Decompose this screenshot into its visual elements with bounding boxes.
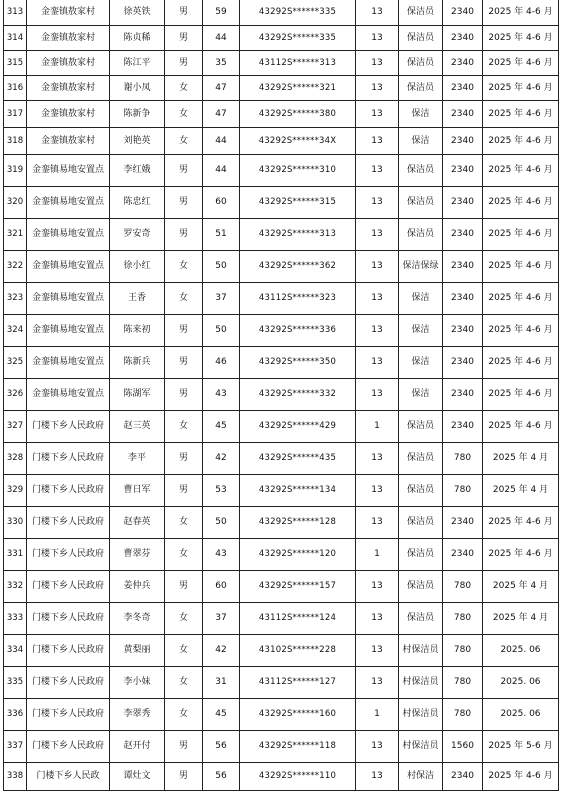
- job-cell: 保洁员: [399, 187, 443, 219]
- amount-cell: 2340: [443, 411, 483, 443]
- amount-cell: 2340: [443, 128, 483, 155]
- period-cell: 2025. 06: [483, 699, 559, 731]
- row-number-cell: 338: [4, 763, 27, 791]
- table-row: [4, 443, 559, 475]
- age-cell: 45: [203, 699, 240, 731]
- unit-cell: 门楼下乡人民政府: [27, 667, 110, 699]
- table-row: [4, 251, 559, 283]
- table-row: [4, 347, 559, 379]
- amount-cell: 2340: [443, 101, 483, 128]
- unit-cell: 金銮镇易地安置点: [27, 315, 110, 347]
- unit-cell: 金銮镇易地安置点: [27, 379, 110, 411]
- table-row: [4, 0, 559, 26]
- table-row: [4, 475, 559, 507]
- amount-cell: 780: [443, 667, 483, 699]
- amount-cell: 2340: [443, 155, 483, 187]
- row-number-cell: 317: [4, 101, 27, 128]
- row-number-cell: 314: [4, 26, 27, 51]
- row-number-cell: 316: [4, 76, 27, 101]
- unit-cell: 金銮镇敖家村: [27, 0, 110, 26]
- amount-cell: 2340: [443, 507, 483, 539]
- code-cell: 13: [356, 635, 399, 667]
- row-number-cell: 331: [4, 539, 27, 571]
- gender-cell: 女: [165, 411, 203, 443]
- job-cell: 村保洁员: [399, 667, 443, 699]
- id-number-cell: 43112S******124: [240, 603, 356, 635]
- name-cell: 曹日军: [110, 475, 165, 507]
- unit-cell: 门楼下乡人民政: [27, 763, 110, 791]
- name-cell: 陈湖军: [110, 379, 165, 411]
- table-row: [4, 379, 559, 411]
- table-row: [4, 507, 559, 539]
- age-cell: 44: [203, 128, 240, 155]
- amount-cell: 780: [443, 603, 483, 635]
- period-cell: 2025 年 4-6 月: [483, 155, 559, 187]
- period-cell: 2025 年 4-6 月: [483, 347, 559, 379]
- gender-cell: 男: [165, 379, 203, 411]
- job-cell: 保洁员: [399, 219, 443, 251]
- name-cell: 李翠秀: [110, 699, 165, 731]
- gender-cell: 男: [165, 219, 203, 251]
- table-row: [4, 571, 559, 603]
- period-cell: 2025 年 4-6 月: [483, 539, 559, 571]
- job-cell: 保洁员: [399, 0, 443, 26]
- unit-cell: 金銮镇易地安置点: [27, 251, 110, 283]
- amount-cell: 780: [443, 699, 483, 731]
- gender-cell: 女: [165, 283, 203, 315]
- row-number-cell: 332: [4, 571, 27, 603]
- row-number-cell: 313: [4, 0, 27, 26]
- id-number-cell: 43102S******228: [240, 635, 356, 667]
- job-cell: 保洁: [399, 315, 443, 347]
- code-cell: 13: [356, 347, 399, 379]
- id-number-cell: 43112S******323: [240, 283, 356, 315]
- unit-cell: 金銮镇易地安置点: [27, 155, 110, 187]
- amount-cell: 2340: [443, 26, 483, 51]
- unit-cell: 门楼下乡人民政府: [27, 539, 110, 571]
- row-number-cell: 328: [4, 443, 27, 475]
- gender-cell: 男: [165, 315, 203, 347]
- job-cell: 保洁: [399, 128, 443, 155]
- age-cell: 50: [203, 315, 240, 347]
- table-row: [4, 699, 559, 731]
- gender-cell: 女: [165, 699, 203, 731]
- id-number-cell: 43292S******350: [240, 347, 356, 379]
- code-cell: 13: [356, 251, 399, 283]
- id-number-cell: 43292S******362: [240, 251, 356, 283]
- gender-cell: 男: [165, 443, 203, 475]
- unit-cell: 金銮镇敖家村: [27, 101, 110, 128]
- code-cell: 13: [356, 283, 399, 315]
- id-number-cell: 43112S******127: [240, 667, 356, 699]
- job-cell: 保洁员: [399, 155, 443, 187]
- age-cell: 43: [203, 539, 240, 571]
- period-cell: 2025 年 4-6 月: [483, 763, 559, 791]
- code-cell: 13: [356, 603, 399, 635]
- amount-cell: 2340: [443, 251, 483, 283]
- table-row: [4, 315, 559, 347]
- name-cell: 李冬奇: [110, 603, 165, 635]
- table-row: [4, 155, 559, 187]
- code-cell: 13: [356, 51, 399, 76]
- gender-cell: 女: [165, 603, 203, 635]
- id-number-cell: 43292S******336: [240, 315, 356, 347]
- name-cell: 陈忠红: [110, 187, 165, 219]
- row-number-cell: 330: [4, 507, 27, 539]
- period-cell: 2025 年 4-6 月: [483, 283, 559, 315]
- row-number-cell: 324: [4, 315, 27, 347]
- age-cell: 50: [203, 251, 240, 283]
- code-cell: 13: [356, 443, 399, 475]
- row-number-cell: 319: [4, 155, 27, 187]
- job-cell: 保洁: [399, 379, 443, 411]
- job-cell: 保洁员: [399, 51, 443, 76]
- job-cell: 村保洁: [399, 763, 443, 791]
- age-cell: 42: [203, 443, 240, 475]
- age-cell: 50: [203, 507, 240, 539]
- job-cell: 保洁: [399, 101, 443, 128]
- amount-cell: 2340: [443, 219, 483, 251]
- amount-cell: 2340: [443, 315, 483, 347]
- job-cell: 保洁: [399, 283, 443, 315]
- unit-cell: 门楼下乡人民政府: [27, 507, 110, 539]
- id-number-cell: 43292S******160: [240, 699, 356, 731]
- code-cell: 13: [356, 101, 399, 128]
- name-cell: 李红娥: [110, 155, 165, 187]
- unit-cell: 门楼下乡人民政府: [27, 731, 110, 763]
- code-cell: 13: [356, 219, 399, 251]
- unit-cell: 金銮镇敖家村: [27, 26, 110, 51]
- gender-cell: 女: [165, 76, 203, 101]
- period-cell: 2025 年 4-6 月: [483, 507, 559, 539]
- row-number-cell: 320: [4, 187, 27, 219]
- job-cell: 保洁员: [399, 411, 443, 443]
- row-number-cell: 326: [4, 379, 27, 411]
- amount-cell: 2340: [443, 187, 483, 219]
- id-number-cell: 43292S******335: [240, 26, 356, 51]
- job-cell: 村保洁员: [399, 699, 443, 731]
- name-cell: 王香: [110, 283, 165, 315]
- period-cell: 2025 年 4-6 月: [483, 379, 559, 411]
- amount-cell: 1560: [443, 731, 483, 763]
- amount-cell: 780: [443, 443, 483, 475]
- name-cell: 徐小红: [110, 251, 165, 283]
- name-cell: 罗安奇: [110, 219, 165, 251]
- row-number-cell: 323: [4, 283, 27, 315]
- row-number-cell: 315: [4, 51, 27, 76]
- unit-cell: 门楼下乡人民政府: [27, 635, 110, 667]
- row-number-cell: 329: [4, 475, 27, 507]
- job-cell: 村保洁员: [399, 635, 443, 667]
- age-cell: 60: [203, 571, 240, 603]
- gender-cell: 男: [165, 571, 203, 603]
- gender-cell: 女: [165, 507, 203, 539]
- name-cell: 赵春英: [110, 507, 165, 539]
- gender-cell: 女: [165, 667, 203, 699]
- amount-cell: 2340: [443, 51, 483, 76]
- name-cell: 谢小凤: [110, 76, 165, 101]
- id-number-cell: 43292S******380: [240, 101, 356, 128]
- job-cell: 保洁员: [399, 571, 443, 603]
- job-cell: 保洁保绿: [399, 251, 443, 283]
- unit-cell: 门楼下乡人民政府: [27, 699, 110, 731]
- name-cell: 刘艳英: [110, 128, 165, 155]
- code-cell: 13: [356, 475, 399, 507]
- amount-cell: 2340: [443, 379, 483, 411]
- name-cell: 谭灶文: [110, 763, 165, 791]
- age-cell: 37: [203, 283, 240, 315]
- code-cell: 13: [356, 128, 399, 155]
- name-cell: 李小妹: [110, 667, 165, 699]
- name-cell: 赵开付: [110, 731, 165, 763]
- unit-cell: 门楼下乡人民政府: [27, 411, 110, 443]
- code-cell: 1: [356, 411, 399, 443]
- unit-cell: 门楼下乡人民政府: [27, 475, 110, 507]
- gender-cell: 男: [165, 347, 203, 379]
- period-cell: 2025 年 4-6 月: [483, 51, 559, 76]
- period-cell: 2025 年 4-6 月: [483, 128, 559, 155]
- period-cell: 2025 年 4-6 月: [483, 76, 559, 101]
- amount-cell: 2340: [443, 0, 483, 26]
- unit-cell: 门楼下乡人民政府: [27, 443, 110, 475]
- amount-cell: 2340: [443, 539, 483, 571]
- amount-cell: 2340: [443, 283, 483, 315]
- job-cell: 村保洁员: [399, 731, 443, 763]
- table-body: [4, 0, 559, 791]
- unit-cell: 金銮镇易地安置点: [27, 219, 110, 251]
- unit-cell: 门楼下乡人民政府: [27, 603, 110, 635]
- age-cell: 53: [203, 475, 240, 507]
- unit-cell: 门楼下乡人民政府: [27, 571, 110, 603]
- gender-cell: 男: [165, 155, 203, 187]
- id-number-cell: 43292S******34X: [240, 128, 356, 155]
- name-cell: 李平: [110, 443, 165, 475]
- row-number-cell: 337: [4, 731, 27, 763]
- gender-cell: 女: [165, 539, 203, 571]
- table-row: [4, 603, 559, 635]
- period-cell: 2025. 06: [483, 635, 559, 667]
- amount-cell: 2340: [443, 347, 483, 379]
- id-number-cell: 43292S******332: [240, 379, 356, 411]
- name-cell: 陈江平: [110, 51, 165, 76]
- age-cell: 51: [203, 219, 240, 251]
- id-number-cell: 43112S******313: [240, 51, 356, 76]
- name-cell: 陈新兵: [110, 347, 165, 379]
- name-cell: 陈来初: [110, 315, 165, 347]
- age-cell: 47: [203, 76, 240, 101]
- row-number-cell: 322: [4, 251, 27, 283]
- amount-cell: 780: [443, 635, 483, 667]
- code-cell: 13: [356, 667, 399, 699]
- age-cell: 60: [203, 187, 240, 219]
- period-cell: 2025 年 4-6 月: [483, 101, 559, 128]
- row-number-cell: 336: [4, 699, 27, 731]
- id-number-cell: 43292S******128: [240, 507, 356, 539]
- period-cell: 2025. 06: [483, 667, 559, 699]
- table-row: [4, 219, 559, 251]
- id-number-cell: 43292S******110: [240, 763, 356, 791]
- code-cell: 13: [356, 379, 399, 411]
- age-cell: 31: [203, 667, 240, 699]
- code-cell: 13: [356, 571, 399, 603]
- gender-cell: 男: [165, 0, 203, 26]
- id-number-cell: 43292S******429: [240, 411, 356, 443]
- table-row: [4, 76, 559, 101]
- row-number-cell: 318: [4, 128, 27, 155]
- name-cell: 徐英铁: [110, 0, 165, 26]
- id-number-cell: 43292S******118: [240, 731, 356, 763]
- code-cell: 13: [356, 0, 399, 26]
- period-cell: 2025 年 4-6 月: [483, 315, 559, 347]
- name-cell: 陈贞稀: [110, 26, 165, 51]
- age-cell: 46: [203, 347, 240, 379]
- id-number-cell: 43292S******335: [240, 0, 356, 26]
- id-number-cell: 43292S******313: [240, 219, 356, 251]
- code-cell: 1: [356, 539, 399, 571]
- name-cell: 黄梨丽: [110, 635, 165, 667]
- name-cell: 陈新争: [110, 101, 165, 128]
- table-row: [4, 51, 559, 76]
- code-cell: 13: [356, 26, 399, 51]
- period-cell: 2025 年 4-6 月: [483, 187, 559, 219]
- id-number-cell: 43292S******315: [240, 187, 356, 219]
- unit-cell: 金銮镇易地安置点: [27, 347, 110, 379]
- gender-cell: 男: [165, 475, 203, 507]
- period-cell: 2025 年 4-6 月: [483, 0, 559, 26]
- gender-cell: 女: [165, 101, 203, 128]
- gender-cell: 男: [165, 187, 203, 219]
- period-cell: 2025 年 4 月: [483, 603, 559, 635]
- table-row: [4, 635, 559, 667]
- row-number-cell: 334: [4, 635, 27, 667]
- code-cell: 13: [356, 187, 399, 219]
- amount-cell: 2340: [443, 76, 483, 101]
- name-cell: 曹翠芬: [110, 539, 165, 571]
- table-row: [4, 26, 559, 51]
- period-cell: 2025 年 5-6 月: [483, 731, 559, 763]
- gender-cell: 男: [165, 26, 203, 51]
- id-number-cell: 43292S******120: [240, 539, 356, 571]
- job-cell: 保洁员: [399, 507, 443, 539]
- age-cell: 47: [203, 101, 240, 128]
- table-row: [4, 128, 559, 155]
- id-number-cell: 43292S******435: [240, 443, 356, 475]
- age-cell: 42: [203, 635, 240, 667]
- job-cell: 保洁员: [399, 443, 443, 475]
- period-cell: 2025 年 4-6 月: [483, 26, 559, 51]
- job-cell: 保洁员: [399, 76, 443, 101]
- gender-cell: 女: [165, 251, 203, 283]
- row-number-cell: 325: [4, 347, 27, 379]
- id-number-cell: 43292S******157: [240, 571, 356, 603]
- name-cell: 姜仲兵: [110, 571, 165, 603]
- period-cell: 2025 年 4-6 月: [483, 411, 559, 443]
- code-cell: 13: [356, 155, 399, 187]
- table-row: [4, 101, 559, 128]
- age-cell: 59: [203, 0, 240, 26]
- gender-cell: 女: [165, 128, 203, 155]
- code-cell: 13: [356, 315, 399, 347]
- gender-cell: 女: [165, 635, 203, 667]
- age-cell: 43: [203, 379, 240, 411]
- age-cell: 44: [203, 26, 240, 51]
- job-cell: 保洁员: [399, 539, 443, 571]
- row-number-cell: 321: [4, 219, 27, 251]
- gender-cell: 男: [165, 51, 203, 76]
- period-cell: 2025 年 4-6 月: [483, 219, 559, 251]
- period-cell: 2025 年 4 月: [483, 571, 559, 603]
- job-cell: 保洁员: [399, 603, 443, 635]
- roster-table: [3, 0, 559, 791]
- id-number-cell: 43292S******310: [240, 155, 356, 187]
- code-cell: 13: [356, 507, 399, 539]
- name-cell: 赵三英: [110, 411, 165, 443]
- amount-cell: 780: [443, 571, 483, 603]
- period-cell: 2025 年 4 月: [483, 443, 559, 475]
- code-cell: 13: [356, 76, 399, 101]
- table-row: [4, 667, 559, 699]
- age-cell: 35: [203, 51, 240, 76]
- period-cell: 2025 年 4 月: [483, 475, 559, 507]
- age-cell: 56: [203, 763, 240, 791]
- age-cell: 37: [203, 603, 240, 635]
- age-cell: 45: [203, 411, 240, 443]
- code-cell: 1: [356, 699, 399, 731]
- amount-cell: 2340: [443, 763, 483, 791]
- code-cell: 13: [356, 763, 399, 791]
- code-cell: 13: [356, 731, 399, 763]
- table-row: [4, 731, 559, 763]
- job-cell: 保洁: [399, 347, 443, 379]
- id-number-cell: 43292S******134: [240, 475, 356, 507]
- gender-cell: 男: [165, 731, 203, 763]
- age-cell: 44: [203, 155, 240, 187]
- table-row: [4, 283, 559, 315]
- unit-cell: 金銮镇敖家村: [27, 51, 110, 76]
- table-row: [4, 763, 559, 791]
- row-number-cell: 335: [4, 667, 27, 699]
- amount-cell: 780: [443, 475, 483, 507]
- job-cell: 保洁员: [399, 26, 443, 51]
- job-cell: 保洁员: [399, 475, 443, 507]
- row-number-cell: 327: [4, 411, 27, 443]
- unit-cell: 金銮镇敖家村: [27, 128, 110, 155]
- gender-cell: 男: [165, 763, 203, 791]
- table-row: [4, 539, 559, 571]
- id-number-cell: 43292S******321: [240, 76, 356, 101]
- unit-cell: 金銮镇敖家村: [27, 76, 110, 101]
- age-cell: 56: [203, 731, 240, 763]
- unit-cell: 金銮镇易地安置点: [27, 283, 110, 315]
- table-row: [4, 187, 559, 219]
- table-row: [4, 411, 559, 443]
- period-cell: 2025 年 4-6 月: [483, 251, 559, 283]
- unit-cell: 金銮镇易地安置点: [27, 187, 110, 219]
- row-number-cell: 333: [4, 603, 27, 635]
